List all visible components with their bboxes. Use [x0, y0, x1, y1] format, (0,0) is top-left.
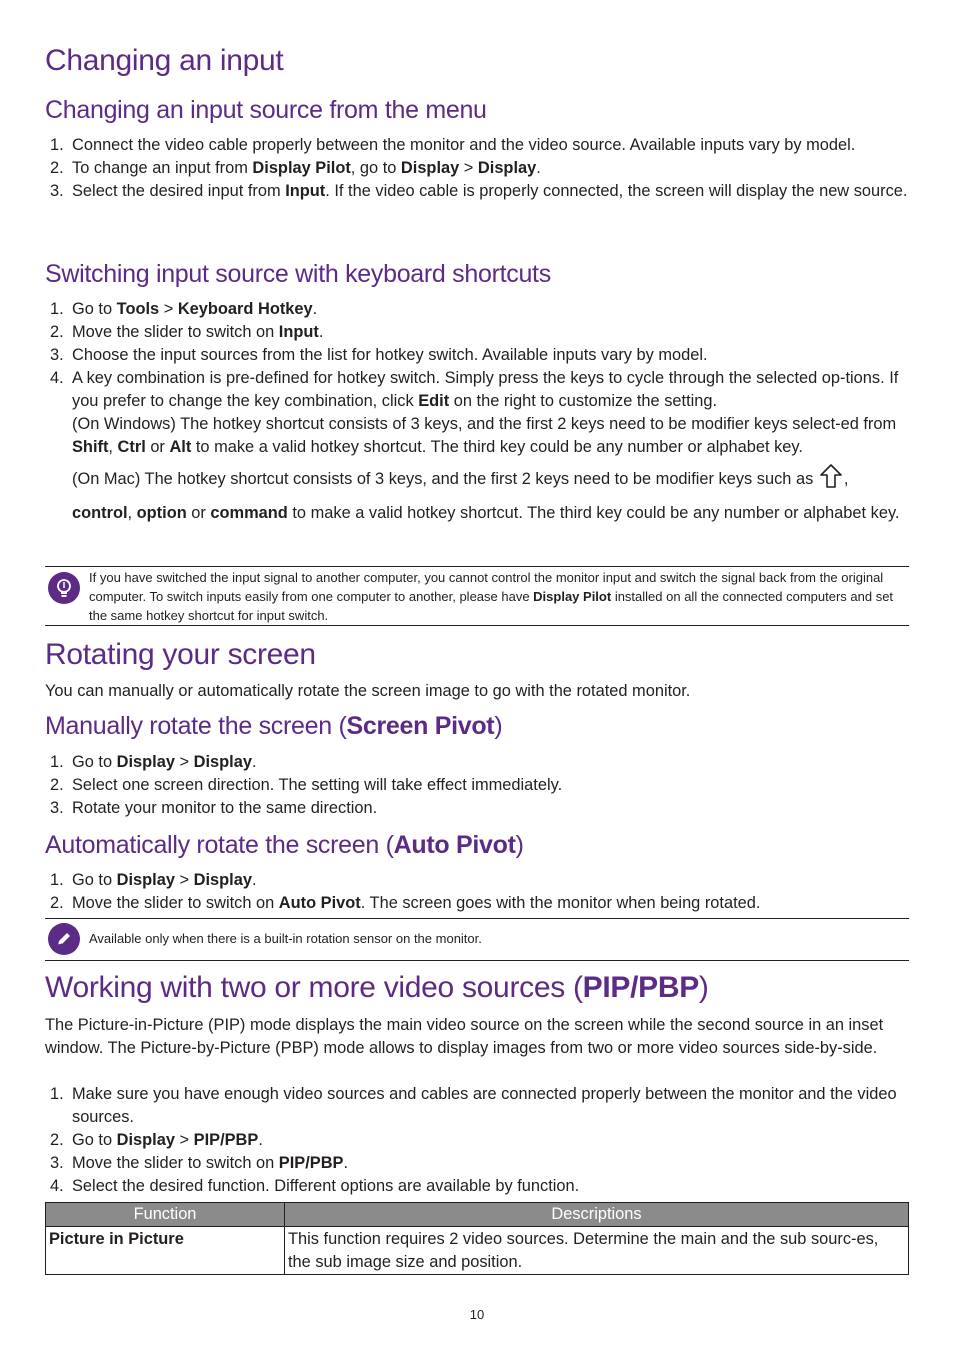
section-title-pip-pbp [45, 971, 709, 1005]
list-item [45, 869, 909, 892]
key-name: option [136, 504, 187, 522]
heading-text: ) [515, 831, 524, 859]
tip-note-box [45, 566, 909, 626]
step-text: Select the desired function. Different options are available by function. [72, 1177, 580, 1195]
step-text: > [174, 871, 194, 889]
step-text: , [127, 504, 137, 522]
function-cell [46, 1227, 285, 1275]
steps-list-shortcuts [45, 298, 909, 528]
step-text: , [843, 470, 849, 488]
step-text: , [108, 438, 118, 456]
step-text: Select the desired input from [72, 182, 286, 200]
heading-text: ) [494, 712, 503, 740]
function-name: Picture in Picture [49, 1230, 184, 1248]
steps-list-screen-pivot [45, 751, 909, 820]
step-text: > [459, 159, 478, 177]
description-cell: This function requires 2 video sources. Determine the main and the sub sourc-es, the sub image size and position. [285, 1227, 909, 1275]
step-number: 1. [50, 753, 64, 771]
step-number: 1. [50, 1085, 64, 1103]
list-item [45, 180, 909, 203]
step-text: Go to [72, 753, 117, 771]
step-text: or [145, 438, 170, 456]
heading-text: Automatically rotate the screen ( [45, 831, 394, 859]
function-table [45, 1202, 909, 1275]
step-text: Move the slider to switch on [72, 1154, 279, 1172]
app-name: Display Pilot [533, 589, 612, 604]
key-name: Shift [72, 438, 109, 456]
step-text: . [536, 159, 541, 177]
heading-bold: PIP/PBP [582, 971, 699, 1004]
windows-paragraph [72, 413, 909, 459]
menu-name: PIP/PBP [193, 1131, 259, 1149]
table-header-row [46, 1203, 909, 1227]
tip-note-text [89, 568, 903, 625]
key-name: Alt [169, 438, 192, 456]
menu-name: Auto Pivot [278, 894, 361, 912]
step-number: 1. [50, 871, 64, 889]
menu-name: Input [285, 182, 326, 200]
step-number: 3. [50, 1154, 64, 1172]
key-name: command [210, 504, 288, 522]
list-item [45, 892, 909, 915]
step-text: Select one screen direction. The setting will take effect immediately. [72, 776, 563, 794]
step-text: . The screen goes with the monitor when being rotated. [360, 894, 761, 912]
step-text: > [174, 1131, 194, 1149]
column-header-function: Function [46, 1203, 285, 1227]
step-number: 4. [50, 369, 64, 387]
section-intro: The Picture-in-Picture (PIP) mode displays the main video source on the screen while the second source in an inset window. The Picture-by-Picture (PBP) mode allows to display images from two or more video sources side-by-side. [45, 1016, 884, 1057]
menu-name: Input [278, 323, 319, 341]
step-text: A key combination is pre-defined for hotkey switch. Simply press the keys to cycle through the selected op-tions. If you prefer to change the key combination, click [72, 369, 899, 410]
step-text: Move the slider to switch on [72, 894, 279, 912]
menu-name: Display [116, 753, 175, 771]
step-text: to make a valid hotkey shortcut. The third key could be any number or alphabet key. [191, 438, 803, 456]
step-text: Go to [72, 871, 117, 889]
menu-name: Display [400, 159, 460, 177]
step-text: Go to [72, 300, 117, 318]
step-text: on the right to customize the setting. [449, 392, 718, 410]
subsection-title-auto-pivot [45, 831, 524, 860]
list-item [45, 774, 909, 797]
section-intro: You can manually or automatically rotate the screen image to go with the rotated monitor. [45, 682, 691, 700]
step-text: Make sure you have enough video sources and cables are connected properly between the monitor and the video sources. [72, 1085, 897, 1126]
heading-text: Manually rotate the screen ( [45, 712, 347, 740]
list-item [45, 1083, 909, 1129]
mac-paragraph [72, 463, 909, 528]
step-number: 3. [50, 346, 64, 364]
note-text: installed on all the connected computers and set the same hotkey shortcut for input switch. [89, 589, 894, 623]
menu-name: Edit [418, 392, 450, 410]
pencil-icon [48, 923, 80, 955]
list-item [45, 367, 909, 528]
step-number: 2. [50, 894, 64, 912]
step-text: . If the video cable is properly connected, the screen will display the new source. [325, 182, 908, 200]
section-title-changing-input: Changing an input [45, 44, 284, 77]
table-row [46, 1227, 909, 1275]
menu-name: Keyboard Hotkey [177, 300, 313, 318]
heading-text: Working with two or more video sources ( [45, 971, 583, 1004]
step-text: to make a valid hotkey shortcut. The third key could be any number or alphabet key. [287, 504, 900, 522]
menu-name: PIP/PBP [278, 1154, 344, 1172]
menu-name: Display [116, 871, 175, 889]
lightbulb-icon [48, 572, 80, 604]
step-text: (On Mac) The hotkey shortcut consists of 3 keys, and the first 2 keys need to be modifier keys such as [72, 470, 818, 488]
step-number: 3. [50, 799, 64, 817]
steps-list-auto-pivot [45, 869, 909, 915]
subsection-title-screen-pivot [45, 712, 502, 741]
subsection-title-shortcuts: Switching input source with keyboard shortcuts [45, 260, 551, 288]
step-number: 2. [50, 159, 64, 177]
menu-name: Display [477, 159, 537, 177]
steps-list-menu [45, 134, 909, 203]
step-number: 2. [50, 323, 64, 341]
step-text: , go to [350, 159, 401, 177]
step-text: . [343, 1154, 349, 1172]
step-text: . [258, 1131, 263, 1149]
step-number: 1. [50, 300, 64, 318]
step-text: Rotate your monitor to the same direction. [72, 799, 378, 817]
step-text: Connect the video cable properly between the monitor and the video source. Available inputs vary by model. [72, 136, 856, 154]
section-title-rotating: Rotating your screen [45, 638, 316, 671]
key-name: control [72, 504, 128, 522]
heading-bold: Screen Pivot [346, 712, 495, 740]
step-text: Choose the input sources from the list for hotkey switch. Available inputs vary by model. [72, 346, 708, 364]
list-item [45, 298, 909, 321]
step-text: . [318, 323, 324, 341]
step-text: To change an input from [72, 159, 253, 177]
page-number: 10 [469, 1307, 485, 1322]
list-item [45, 1152, 909, 1175]
step-text: . [251, 753, 257, 771]
list-item [45, 157, 909, 180]
step-text: (On Windows) The hotkey shortcut consists of 3 keys, and the first 2 keys need to be modifier keys select-ed from [72, 415, 897, 433]
step-number: 1. [50, 136, 64, 154]
step-text: Go to [72, 1131, 117, 1149]
step-paragraph [72, 367, 909, 413]
step-number: 4. [50, 1177, 64, 1195]
step-number: 2. [50, 1131, 64, 1149]
step-text: > [159, 300, 178, 318]
step-number: 3. [50, 182, 64, 200]
menu-name: Display [193, 871, 252, 889]
info-note-box [45, 918, 909, 961]
shift-key-icon [819, 463, 843, 499]
menu-name: Display [116, 1131, 175, 1149]
menu-name: Display [193, 753, 252, 771]
step-text: . [251, 871, 257, 889]
step-text: Move the slider to switch on [72, 323, 279, 341]
key-name: Ctrl [117, 438, 146, 456]
step-number: 2. [50, 776, 64, 794]
steps-list-pip-pbp [45, 1083, 909, 1198]
menu-name: Tools [116, 300, 160, 318]
list-item [45, 321, 909, 344]
subsection-title-menu: Changing an input source from the menu [45, 96, 487, 124]
heading-bold: Auto Pivot [393, 831, 516, 859]
info-note-text: Available only when there is a built-in rotation sensor on the monitor. [89, 931, 482, 946]
list-item [45, 1175, 909, 1198]
list-item [45, 134, 909, 157]
heading-text: ) [698, 971, 709, 1004]
step-text: > [174, 753, 194, 771]
list-item [45, 344, 909, 367]
step-text: . [312, 300, 318, 318]
menu-name: Display Pilot [252, 159, 351, 177]
list-item [45, 751, 909, 774]
column-header-descriptions: Descriptions [285, 1203, 909, 1227]
note-text: If you have switched the input signal to another computer, you cannot control the monitor input and switch the signal back from the original computer. To switch inputs easily from one computer to another, please have [89, 570, 884, 604]
list-item [45, 797, 909, 820]
list-item [45, 1129, 909, 1152]
step-text: or [186, 504, 211, 522]
